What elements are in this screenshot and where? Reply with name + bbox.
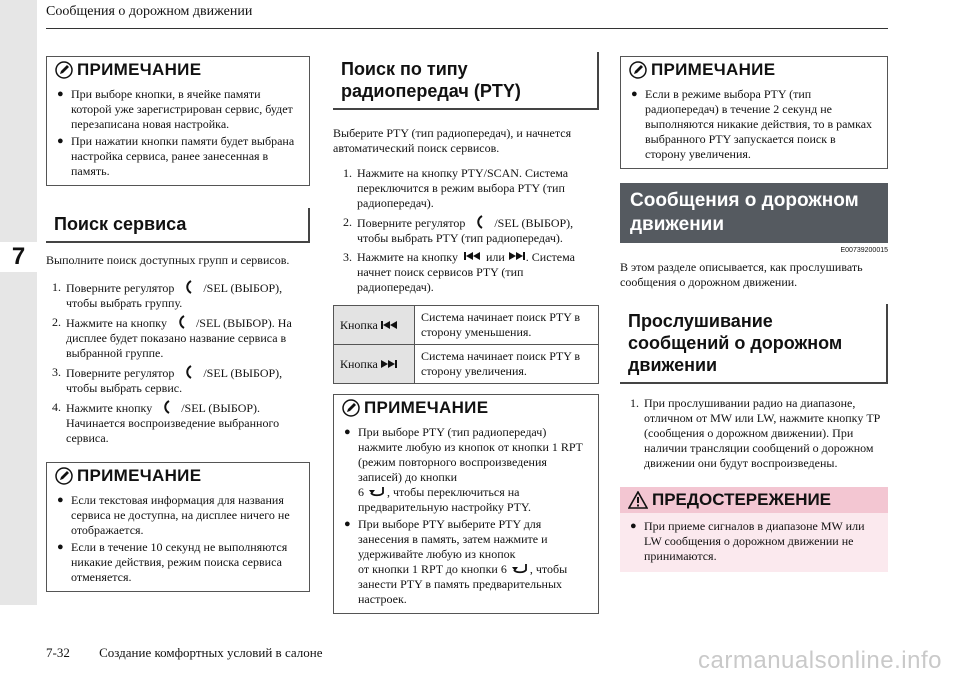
column-3 <box>620 56 888 572</box>
step-text: /SEL (ВЫБОР). На дисплее будет показано название сервиса в выбранной группе. <box>66 316 292 360</box>
section-title: Сообщения о дорожном движении <box>620 183 888 243</box>
table-key: Кнопка <box>340 317 378 332</box>
step-text: Поверните регулятор <box>66 281 175 295</box>
list-item <box>52 280 310 311</box>
page-footer <box>46 645 322 661</box>
note-box <box>46 56 310 186</box>
section-title: Поиск по типу радиопередач (PTY) <box>333 52 599 110</box>
list-item <box>631 87 879 162</box>
table-value: Система начинает поиск PTY в сторону уменьшения. <box>415 306 599 345</box>
warning-icon <box>628 491 648 509</box>
step-text: Поверните регулятор <box>357 216 466 230</box>
list-item <box>57 493 301 538</box>
step-text: /SEL (ВЫБОР), чтобы выбрать группу. <box>66 281 283 310</box>
list-item <box>343 215 599 246</box>
note-heading: ПРИМЕЧАНИЕ <box>77 60 202 79</box>
list-item <box>344 425 590 515</box>
watermark: carmanualsonline.info <box>698 647 942 674</box>
caution-text: При приеме сигналов в диапазоне MW или LW сообщения о дорожном движении не принимаются. <box>644 519 865 563</box>
step-number: 3. <box>343 250 352 264</box>
note-text: Если в режиме выбора PTY (тип радиопередач) в течение 2 секунд не выполняются никакие действия, то в рамках выбранного PTY запускается поиск в сторону увеличения. <box>645 87 873 161</box>
step-text: Поверните регулятор <box>66 366 175 380</box>
sidebar-strip <box>0 0 37 605</box>
step-text: Нажмите на кнопку <box>357 250 458 264</box>
list-item <box>57 134 301 179</box>
knob-icon <box>184 365 193 379</box>
section-intro: Выберите PTY (тип радиопередач), и начнется автоматический поиск сервисов. <box>333 126 572 155</box>
note-heading: ПРИМЕЧАНИЕ <box>651 60 776 79</box>
table-key: Кнопка <box>340 356 378 371</box>
note-text: Если текстовая информация для названия сервиса не доступна, на дисплее ничего не отображается. <box>71 493 290 537</box>
step-text: /SEL (ВЫБОР), чтобы выбрать сервис. <box>66 366 283 395</box>
return-arrow-icon <box>369 485 385 497</box>
list-item <box>57 87 301 132</box>
section-intro: В этом разделе описывается, как прослушивать сообщения о дорожном движении. <box>620 260 863 289</box>
note-text: , чтобы переключиться на предварительную настройку PTY. <box>358 485 532 514</box>
note-text: , чтобы занести PTY в память предварительных настроек. <box>358 562 568 606</box>
note-header <box>47 57 309 83</box>
note-text: При выборе кнопки, в ячейке памяти которой уже зарегистрирован сервис, будет перезаписана новая настройка. <box>71 87 293 131</box>
step-list <box>620 396 888 471</box>
knob-icon <box>475 215 484 229</box>
caution-header <box>620 487 888 513</box>
caution-heading: ПРЕДОСТЕРЕЖЕНИЕ <box>652 490 832 509</box>
list-item <box>630 519 880 564</box>
footer-chapter-title: Создание комфортных условий в салоне <box>99 645 323 660</box>
page-number: 7-32 <box>46 645 70 660</box>
seek-up-icon <box>381 359 397 369</box>
pencil-icon <box>55 467 73 485</box>
step-number: 1. <box>52 280 61 294</box>
note-box <box>333 394 599 614</box>
page-title: Сообщения о дорожном движении <box>46 4 253 19</box>
note-body <box>47 83 309 185</box>
pty-table <box>333 305 599 384</box>
list-item <box>344 517 590 607</box>
list-item <box>52 365 310 396</box>
step-text: При прослушивании радио на диапазоне, отличном от MW или LW, нажмите кнопку TP (сообщения о дорожном движении). При наличии трансляции сообщений о дорожном движении они будут воспроизведены. <box>644 396 880 470</box>
knob-icon <box>184 280 193 294</box>
note-heading: ПРИМЕЧАНИЕ <box>77 466 202 485</box>
note-header <box>334 395 598 421</box>
pencil-icon <box>629 61 647 79</box>
subsection-title: Прослушивание сообщений о дорожном движении <box>620 304 888 384</box>
step-number: 1. <box>630 396 639 410</box>
caution-body <box>620 513 888 572</box>
step-text: /SEL (ВЫБОР), чтобы выбрать PTY (тип радиопередач). <box>357 216 574 245</box>
step-number: 2. <box>343 215 352 229</box>
header-divider <box>46 28 888 29</box>
chapter-tab: 7 <box>0 242 37 272</box>
note-text: При выборе PTY выберите PTY для занесения в память, затем нажмите и удерживайте любую из кнопок <box>358 517 548 561</box>
knob-icon <box>177 315 186 329</box>
step-number: 2. <box>52 315 61 329</box>
bullet-icon: ● <box>631 88 638 100</box>
bullet-icon: ● <box>630 520 637 532</box>
table-key-cell <box>334 345 415 384</box>
table-row <box>334 306 599 345</box>
knob-icon <box>162 400 171 414</box>
list-item <box>343 250 599 295</box>
note-text: При выборе PTY (тип радиопередач) нажмите любую из кнопок от кнопки 1 RPT (режим повторного воспроизведения записей) до кнопки <box>358 425 583 484</box>
section-title: Поиск сервиса <box>46 208 310 243</box>
list-item <box>52 315 310 361</box>
bullet-icon: ● <box>57 494 64 506</box>
step-text: . Система начнет поиск сервисов PTY (тип радиопередач). <box>357 250 575 294</box>
step-text: Нажмите на кнопку <box>66 316 167 330</box>
note-body <box>621 83 887 168</box>
note-text: от кнопки 1 RPT до кнопки 6 <box>358 562 507 576</box>
table-key-cell <box>334 306 415 345</box>
bullet-icon: ● <box>57 88 64 100</box>
list-item <box>52 400 310 446</box>
caution-box <box>620 487 888 572</box>
step-number: 3. <box>52 365 61 379</box>
section-code: E00739200015 <box>840 247 888 254</box>
step-number: 1. <box>343 166 352 180</box>
step-list <box>46 280 310 446</box>
pencil-icon <box>342 399 360 417</box>
note-box <box>620 56 888 169</box>
list-item <box>343 166 599 211</box>
step-text: /SEL (ВЫБОР). Начинается воспроизведение выбранного сервиса. <box>66 401 280 445</box>
step-text: или <box>485 250 505 264</box>
note-text: Если в течение 10 секунд не выполняются никакие действия, режим поиска сервиса отменяется. <box>71 540 288 584</box>
seek-up-icon <box>509 251 525 261</box>
seek-down-icon <box>464 251 480 261</box>
step-text: Нажмите на кнопку PTY/SCAN. Система переключится в режим выбора PTY (тип радиопередач). <box>357 166 569 210</box>
list-item <box>630 396 888 471</box>
table-row <box>334 345 599 384</box>
step-list <box>333 166 599 295</box>
note-header <box>621 57 887 83</box>
column-2 <box>333 52 599 614</box>
bullet-icon: ● <box>344 518 351 530</box>
bullet-icon: ● <box>344 426 351 438</box>
note-box <box>46 462 310 592</box>
note-text: При нажатии кнопки памяти будет выбрана настройка сервиса, ранее занесенная в память. <box>71 134 295 178</box>
column-1 <box>46 56 310 592</box>
note-text: 6 <box>358 485 364 499</box>
list-item <box>57 540 301 585</box>
step-text: Нажмите кнопку <box>66 401 153 415</box>
return-arrow-icon <box>512 562 528 574</box>
section-intro: Выполните поиск доступных групп и сервисов. <box>46 253 290 267</box>
bullet-icon: ● <box>57 135 64 147</box>
note-body <box>334 421 598 613</box>
note-header <box>47 463 309 489</box>
note-body <box>47 489 309 591</box>
table-value: Система начинает поиск PTY в сторону увеличения. <box>415 345 599 384</box>
pencil-icon <box>55 61 73 79</box>
seek-down-icon <box>381 320 397 330</box>
step-number: 4. <box>52 400 61 414</box>
bullet-icon: ● <box>57 541 64 553</box>
note-heading: ПРИМЕЧАНИЕ <box>364 398 489 417</box>
